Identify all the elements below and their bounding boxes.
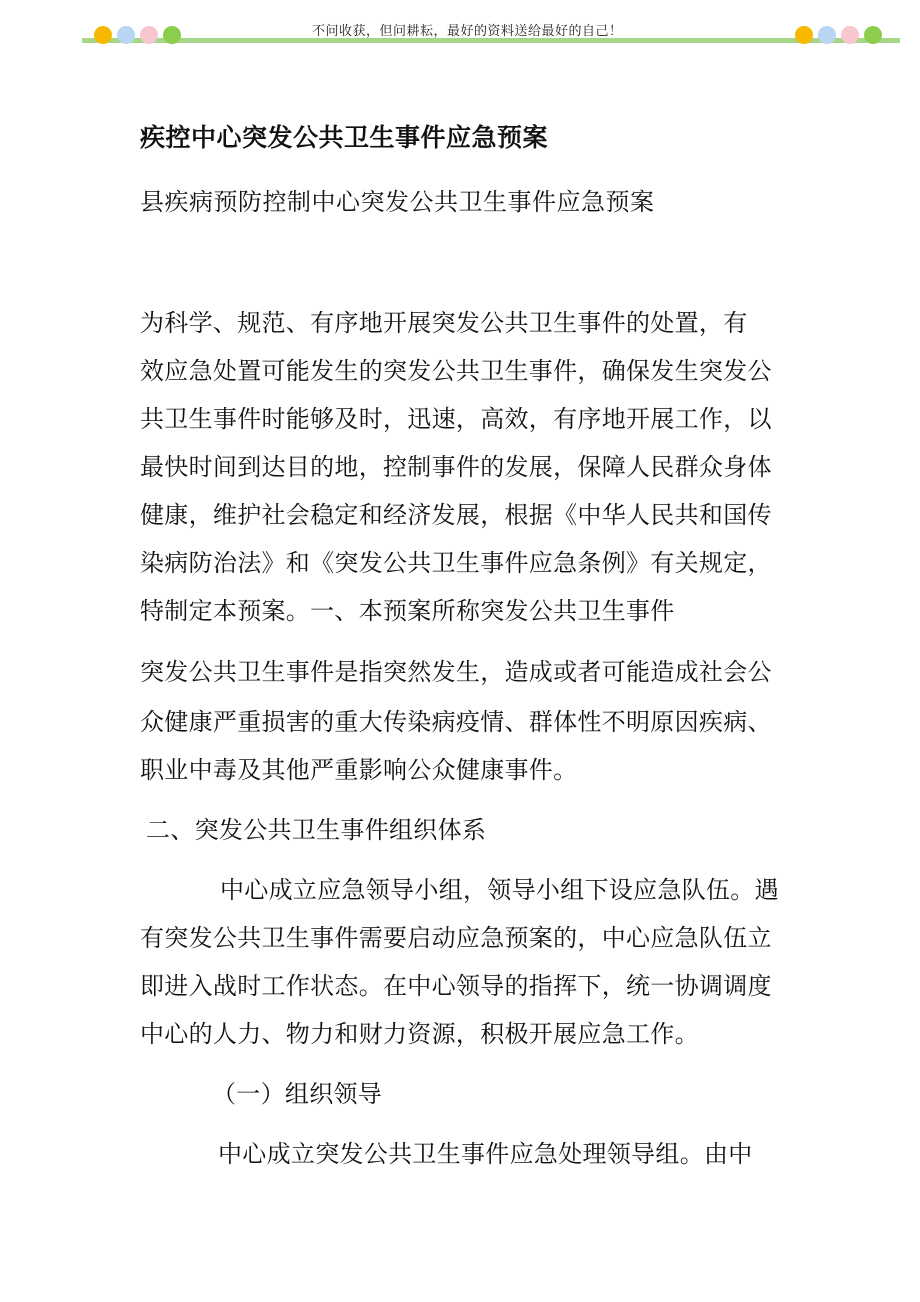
body-line: 有突发公共卫生事件需要启动应急预案的，中心应急队伍立 xyxy=(140,924,772,952)
orange-dot-icon xyxy=(795,26,813,44)
body-line: 特制定本预案。一、本预案所称突发公共卫生事件 xyxy=(140,597,675,625)
body-line: 效应急处置可能发生的突发公共卫生事件，确保发生突发公 xyxy=(140,357,772,385)
body-line: 即进入战时工作状态。在中心领导的指挥下，统一协调调度 xyxy=(140,972,772,1000)
document-subtitle: 县疾病预防控制中心突发公共卫生事件应急预案 xyxy=(140,188,655,216)
body-line: 最快时间到达目的地，控制事件的发展，保障人民群众身体 xyxy=(140,453,772,481)
blue-dot-icon xyxy=(818,26,836,44)
pink-dot-icon xyxy=(140,26,158,44)
header-motto: 不问收获，但问耕耘，最好的资料送给最好的自己！ xyxy=(312,24,623,39)
body-line: 中心成立应急领导小组，领导小组下设应急队伍。遇 xyxy=(220,876,779,904)
body-line: 为科学、规范、有序地开展突发公共卫生事件的处置，有 xyxy=(140,309,748,337)
document-title: 疾控中心突发公共卫生事件应急预案 xyxy=(140,123,549,152)
body-line: 共卫生事件时能够及时，迅速，高效，有序地开展工作，以 xyxy=(140,405,772,433)
section-heading: 二、突发公共卫生事件组织体系 xyxy=(146,816,487,844)
blue-dot-icon xyxy=(117,26,135,44)
subsection-heading: （一）组织领导 xyxy=(212,1080,383,1108)
orange-dot-icon xyxy=(94,26,112,44)
pink-dot-icon xyxy=(841,26,859,44)
body-line: 突发公共卫生事件是指突然发生，造成或者可能造成社会公 xyxy=(140,658,772,686)
body-line: 职业中毒及其他严重影响公众健康事件。 xyxy=(140,756,578,784)
green-dot-icon xyxy=(163,26,181,44)
body-line: 中心的人力、物力和财力资源，积极开展应急工作。 xyxy=(140,1020,699,1048)
body-line: 染病防治法》和《突发公共卫生事件应急条例》有关规定， xyxy=(140,549,772,577)
page-header xyxy=(0,0,920,50)
decorative-dots-right xyxy=(795,26,882,44)
body-line: 健康，维护社会稳定和经济发展，根据《中华人民共和国传 xyxy=(140,501,772,529)
decorative-dots-left xyxy=(94,26,181,44)
green-dot-icon xyxy=(864,26,882,44)
body-line: 众健康严重损害的重大传染病疫情、群体性不明原因疾病、 xyxy=(140,708,772,736)
body-line: 中心成立突发公共卫生事件应急处理领导组。由中 xyxy=(218,1140,753,1168)
